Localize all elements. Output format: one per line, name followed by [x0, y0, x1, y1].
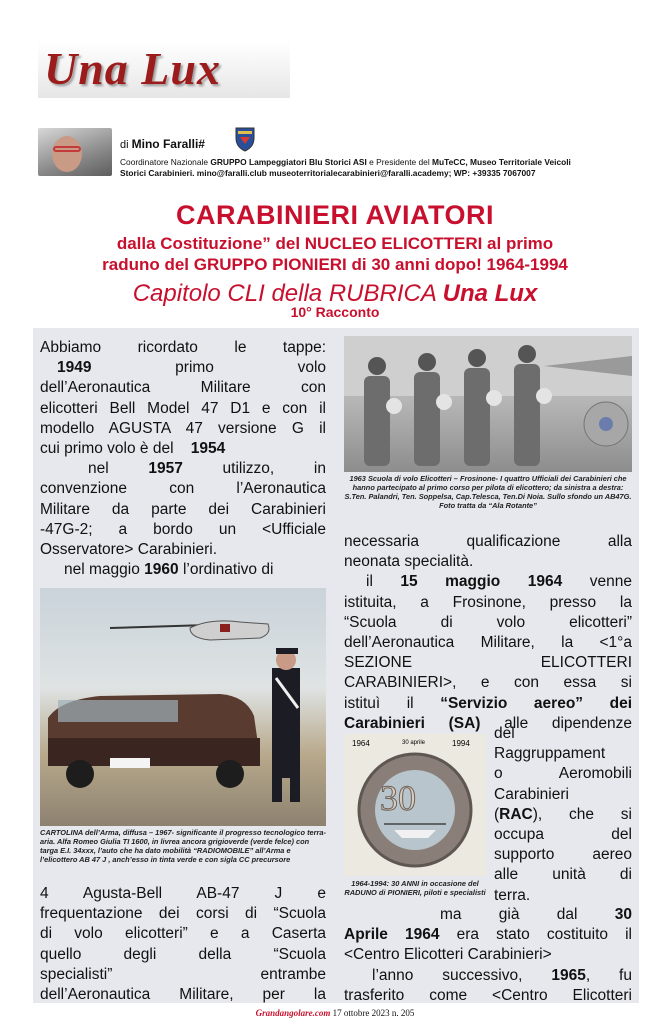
shield-icon — [234, 126, 256, 152]
article-text-narrow: del Raggruppament o Aeromobili Carabinieri (RAC), che si occupa del supporto aereo alle unità di terra. — [494, 725, 632, 904]
author-photo — [38, 128, 112, 176]
raduno-plaque-photo — [344, 734, 486, 876]
postcard-caption: CARTOLINA dell’Arma, diffusa – 1967- significante il progresso tecnologico terra-aria. Alfa Romeo Giulia TI 1600, in livrea ancora grigioverde (verde felce) con targa E.I. 34xxx, l’auto che ha dato mobilità “RADIOMOBILE” all’Arma e l’elicottero AB 47 J , anch’esso in tinta verde e con sigla CC precursore — [40, 828, 326, 864]
officers-photo — [344, 336, 632, 472]
main-title: CARABINIERI AVIATORI — [175, 200, 494, 230]
postcard-photo — [40, 588, 326, 826]
footer-site-link[interactable]: Grandangolare.com — [255, 1008, 331, 1018]
footer — [0, 1008, 670, 1018]
article-text-col1: Abbiamo ricordato le tappe: 1949 primo volo dell’Aeronautica Militare con elicotteri Bell Model 47 D1 e con il modello AGUSTA 47 versione G il cui primo volo è del 1954 nel 1957 utilizzo, in convenzione con l’Aeronautica Militare da parte dei Carabinieri -47G-2; a bordo un <Ufficiale Osservatore> Carabinieri. nel maggio 1960 l’ordinativo di — [40, 339, 327, 579]
chapter-title: Capitolo CLI della RUBRICA Una Lux — [132, 280, 538, 307]
byline: di Mino Faralli# — [120, 137, 205, 151]
racconto-label: 10° Racconto — [290, 304, 380, 320]
subtitle: dalla Costituzione” del NUCLEO ELICOTTERI al primo raduno del GRUPPO PIONIERI di 30 anni dopo! 1964-1994 — [102, 234, 568, 274]
logo — [38, 42, 290, 98]
plaque-year-right: 1994 — [452, 739, 470, 748]
article-text-col2-bottom: ma già dal 30 Aprile 1964 era stato costituito il <Centro Elicotteri Carabinieri> l’anno successivo, 1965, fu trasferito come <Centro Elicotteri — [344, 906, 632, 1004]
footer-issue: 17 ottobre 2023 n. 205 — [332, 1008, 415, 1018]
raduno-caption: 1964-1994: 30 ANNI in occasione del RADUNO di PIONIERI, piloti e specialisti — [344, 879, 486, 897]
author-name: Mino Faralli# — [131, 137, 205, 151]
logo-text: Una Lux — [44, 43, 221, 94]
officers-caption: 1963 Scuola di volo Elicotteri – Frosinone- I quattro Ufficiali dei Carabinieri che hanno partecipato al primo corso per pilota di elicottero; da sinistra a destra: S.Ten. Palandri, Ten. Soppelsa, Cap.Telesca, Ten.Di Noia. Sullo sfondo un AB47G. Foto tratta da “Ala Rotante” — [344, 474, 632, 510]
svg-text:30: 30 — [380, 778, 416, 818]
article-text-col1-bottom: 4 Agusta-Bell AB-47 J e frequentazione dei corsi di “Scuola di volo elicotteri” e a Caserta quello degli della “Scuola specialisti” entrambe dell’Aeronautica Militare, per la — [40, 885, 326, 1004]
plaque-date: 30 aprile — [402, 740, 426, 746]
article-text-col2: necessaria qualificazione alla neonata specialità. il 15 maggio 1964 venne istituita, a Frosinone, presso la “Scuola di volo elicotteri” dell’Aeronautica Militare, la <1°a SEZIONE ELICOTTERI CARABINIERI>, e con essa si istituì il “Servizio aereo” dei Carabinieri (SA) alle dipendenze — [344, 533, 633, 732]
coordinator-info: Coordinatore Nazionale GRUPPO Lampeggiatori Blu Storici ASI e Presidente del MuTeCC, Museo Territoriale Veicoli Storici Carabinieri. mino@faralli.club museoterritorialecarabinieri@faralli.academy; WP: +39335 7067007 — [120, 157, 571, 178]
plaque-year-left: 1964 — [352, 739, 370, 748]
